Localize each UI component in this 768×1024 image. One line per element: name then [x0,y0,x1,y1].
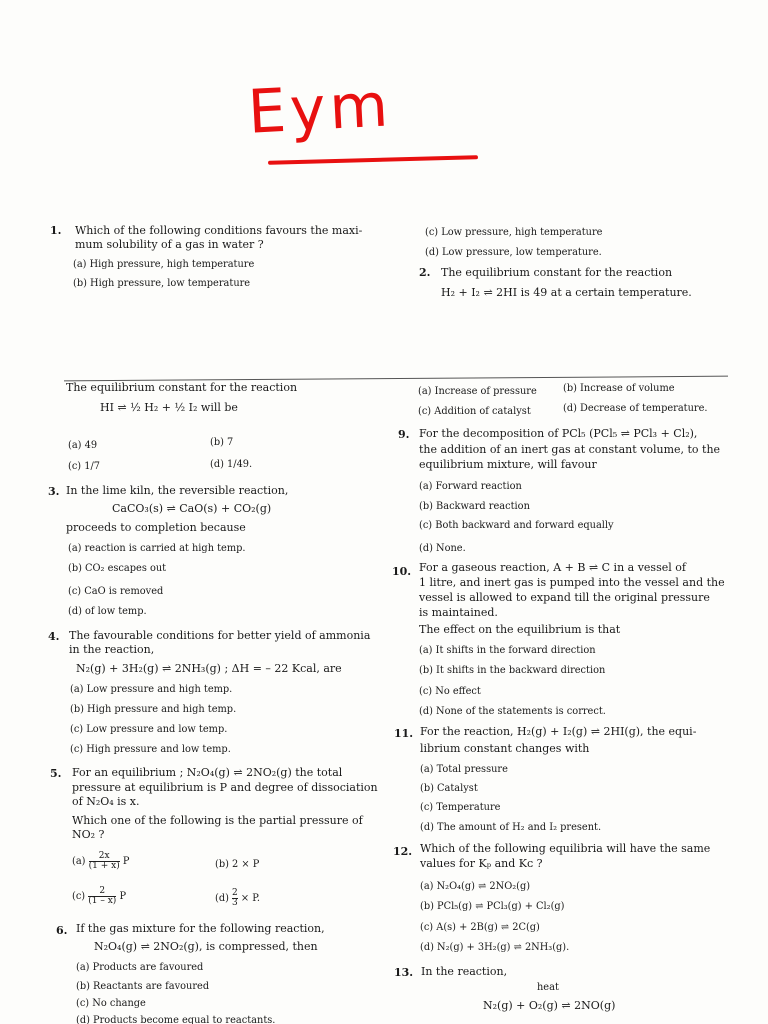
option-d: (d) of low temp. [68,606,147,617]
question-number: 3. [48,485,60,498]
option-c: (c) Low pressure, high temperature [425,227,603,238]
question-text: values for Kₚ and Kᴄ ? [420,857,543,870]
option-b: (b) Catalyst [420,783,478,794]
option-a: (a) High pressure, high temperature [73,259,255,270]
denominator: (1 + x) [88,861,120,871]
option-c: (c) Low pressure and low temp. [70,724,228,735]
option-d: (d) 1/49. [210,459,253,470]
option-b: (b) It shifts in the backward direction [419,665,606,676]
question-text: For the reaction, H₂(g) + I₂(g) ⇌ 2HI(g), the equi- [420,725,697,738]
option-d: (c) High pressure and low temp. [70,744,231,755]
option-b: (b) PCl₅(g) ⇌ PCl₃(g) + Cl₂(g) [420,901,565,912]
question-number: 9. [398,428,410,441]
question-text: of N₂O₄ is x. [72,795,140,808]
question-text: For an equilibrium ; N₂O₄(g) ⇌ 2NO₂(g) the total [72,766,343,779]
option-a: (a) N₂O₄(g) ⇌ 2NO₂(g) [420,881,531,892]
option-a: (a) It shifts in the forward direction [419,645,596,656]
option-b: (b) 2 × P [215,859,260,870]
option-a: (a) Products are favoured [76,962,204,973]
option-b: (b) High pressure and high temp. [70,704,237,715]
question-text: In the reaction, [421,965,508,978]
question-text: The effect on the equilibrium is that [419,623,621,636]
question-text: Which one of the following is the partial pressure of [72,814,363,827]
question-number: 6. [56,924,68,937]
option-a: (a) reaction is carried at high temp. [68,543,246,554]
question-equation: N₂O₄(g) ⇌ 2NO₂(g), is compressed, then [94,940,318,953]
question-text: The favourable conditions for better yield of ammonia [69,629,371,642]
question-text: vessel is allowed to expand till the original pressure [419,591,710,604]
question-text: is maintained. [419,606,498,619]
option-d: (d) N₂(g) + 3H₂(g) ⇌ 2NH₃(g). [420,942,570,953]
option-b: (b) 7 [210,437,234,448]
option-c: (c) No effect [419,686,481,697]
option-c [72,887,126,906]
option-d: (d) None. [419,543,466,554]
option-c: (c) Addition of catalyst [418,406,531,417]
question-text: the addition of an inert gas at constant volume, to the [419,443,721,456]
question-number: 11. [394,727,414,740]
option-b: (b) Reactants are favoured [76,981,210,992]
fraction [88,887,116,906]
question-text: For a gaseous reaction, A + B ⇌ C in a vessel of [419,561,686,574]
option-a: (a) Forward reaction [419,481,522,492]
reaction-condition: heat [537,982,559,993]
denominator: (1 – x) [88,896,117,906]
option-a [72,852,129,871]
question-text: Which of the following equilibria will have the same [420,842,711,855]
question-text: mum solubility of a gas in water ? [75,238,264,251]
option-a: (a) 49 [68,440,98,451]
question-text: The equilibrium constant for the reaction [441,266,673,279]
question-equation: HI ⇌ ½ H₂ + ½ I₂ will be [100,401,238,414]
option-d: (d) None of the statements is correct. [419,706,606,717]
option-suffix: P [119,891,127,902]
handwritten-underline [268,155,478,164]
question-text: in the reaction, [69,643,155,656]
option-c: (c) Both backward and forward equally [419,520,614,531]
option-c: (c) Temperature [420,802,501,813]
option-b: (b) Backward reaction [419,501,530,512]
numerator: 2x [89,852,120,862]
question-text: Which of the following conditions favours the maxi- [75,224,363,237]
question-text: 1 litre, and inert gas is pumped into the vessel and the [419,576,725,589]
question-text: If the gas mixture for the following reaction, [76,922,325,935]
fraction [89,852,120,871]
question-equation: N₂(g) + 3H₂(g) ⇌ 2NH₃(g) ; ΔH = – 22 Kcal, are [76,662,342,675]
option-d: (d) Products become equal to reactants. [76,1015,276,1024]
question-number: 13. [394,966,414,979]
numerator: 2 [88,887,116,897]
question-number: 2. [419,266,431,279]
question-number: 5. [50,767,62,780]
question-text: pressure at equilibrium is P and degree of dissociation [72,781,378,794]
option-label: (a) [72,856,86,867]
question-number: 4. [48,630,60,643]
option-d: (d) Decrease of temperature. [563,403,708,414]
question-text: librium constant changes with [420,742,590,755]
question-text: NO₂ ? [72,828,105,841]
option-b: (b) Increase of volume [563,383,675,394]
question-number: 1. [50,224,62,237]
option-c: (c) No change [76,998,146,1009]
option-label: (d) [215,893,229,904]
denominator: 3 [232,898,238,908]
handwritten-annotation: Eym [246,70,394,148]
numerator: 2 [232,888,238,898]
option-c: (c) A(s) + 2B(g) ⇌ 2C(g) [420,922,540,933]
option-d: (d) The amount of H₂ and I₂ present. [420,822,602,833]
option-d [215,889,260,908]
option-b: (b) CO₂ escapes out [68,563,167,574]
option-a: (a) Total pressure [420,764,508,775]
question-number: 10. [392,565,412,578]
option-suffix: × P. [240,893,260,904]
question-text: equilibrium mixture, will favour [419,458,597,471]
question-text: The equilibrium constant for the reaction [66,381,298,394]
question-text: For the decomposition of PCl₅ (PCl₅ ⇌ PCl₃ + Cl₂), [419,427,698,440]
option-suffix: P [122,856,130,867]
question-number: 12. [393,845,413,858]
question-equation: N₂(g) + O₂(g) ⇌ 2NO(g) [483,999,616,1012]
option-label: (c) [72,891,86,902]
question-text: proceeds to completion because [66,521,246,534]
option-d: (d) Low pressure, low temperature. [425,247,602,258]
option-c: (c) CaO is removed [68,586,164,597]
question-equation: CaCO₃(s) ⇌ CaO(s) + CO₂(g) [112,502,272,515]
question-text: In the lime kiln, the reversible reaction, [66,484,289,497]
option-a: (a) Increase of pressure [418,386,537,397]
option-b: (b) High pressure, low temperature [73,278,251,289]
option-a: (a) Low pressure and high temp. [70,684,233,695]
fraction [232,889,238,908]
question-equation: H₂ + I₂ ⇌ 2HI is 49 at a certain temperature. [441,286,692,299]
option-c: (c) 1/7 [68,461,101,472]
